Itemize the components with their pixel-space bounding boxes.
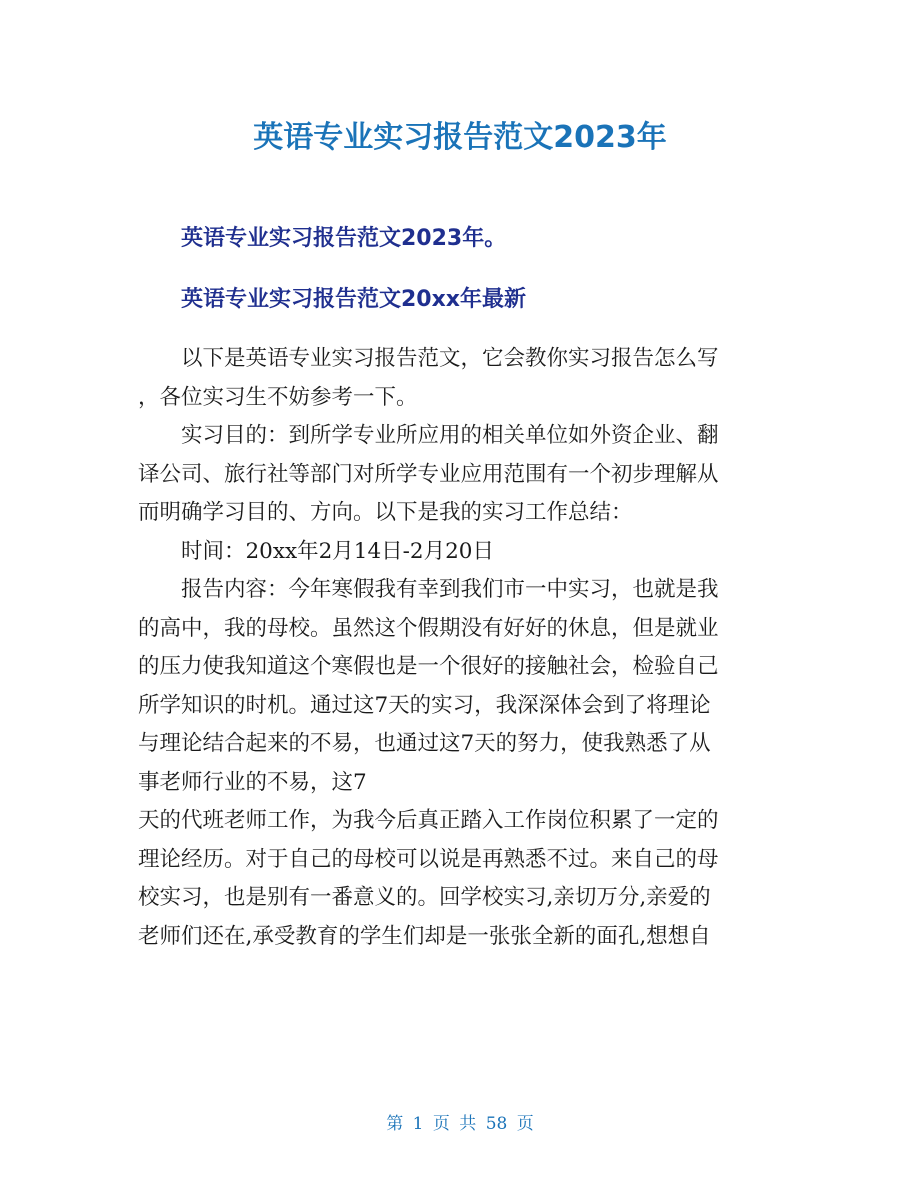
paragraph-line: 译公司、旅行社等部门对所学专业应用范围有一个初步理解从 [138, 461, 719, 487]
document-title: 英语专业实习报告范文2023年 [253, 120, 667, 155]
paragraph-line: 老师们还在,承受教育的学生们却是一张张全新的面孔,想想自 [138, 923, 711, 949]
paragraph-line: 的压力使我知道这个寒假也是一个很好的接触社会，检验自己 [138, 654, 719, 679]
subheading-1: 英语专业实习报告范文2023年。 [181, 226, 507, 251]
paragraph-line: 时间：20xx年2月14日-2月20日 [181, 538, 494, 564]
body-text [138, 340, 788, 956]
paragraph-line: 校实习，也是别有一番意义的。回学校实习,亲切万分,亲爱的 [138, 885, 711, 910]
paragraph-line: 事老师行业的不易，这7 [138, 769, 367, 795]
paragraph-line: 天的代班老师工作，为我今后真正踏入工作岗位积累了一定的 [138, 808, 719, 833]
paragraph-line: 报告内容：今年寒假我有幸到我们市一中实习，也就是我 [181, 577, 719, 602]
paragraph-line: 实习目的：到所学专业所应用的相关单位如外资企业、翻 [181, 423, 719, 448]
paragraph-line: ，各位实习生不妨参考一下。 [138, 384, 418, 410]
paragraph-line: 而明确学习目的、方向。以下是我的实习工作总结： [138, 500, 633, 525]
paragraph-line: 的高中，我的母校。虽然这个假期没有好好的休息，但是就业 [138, 615, 719, 641]
page-number-footer: 第 1 页 共 58 页 [386, 1114, 534, 1134]
paragraph-line: 所学知识的时机。通过这7天的实习，我深深体会到了将理论 [138, 692, 711, 718]
paragraph-line: 理论经历。对于自己的母校可以说是再熟悉不过。来自己的母 [138, 846, 719, 872]
paragraph-line: 以下是英语专业实习报告范文，它会教你实习报告怎么写 [181, 346, 719, 371]
subheading-2: 英语专业实习报告范文20xx年最新 [181, 287, 526, 312]
paragraph-line: 与理论结合起来的不易，也通过这7天的努力，使我熟悉了从 [138, 731, 711, 756]
